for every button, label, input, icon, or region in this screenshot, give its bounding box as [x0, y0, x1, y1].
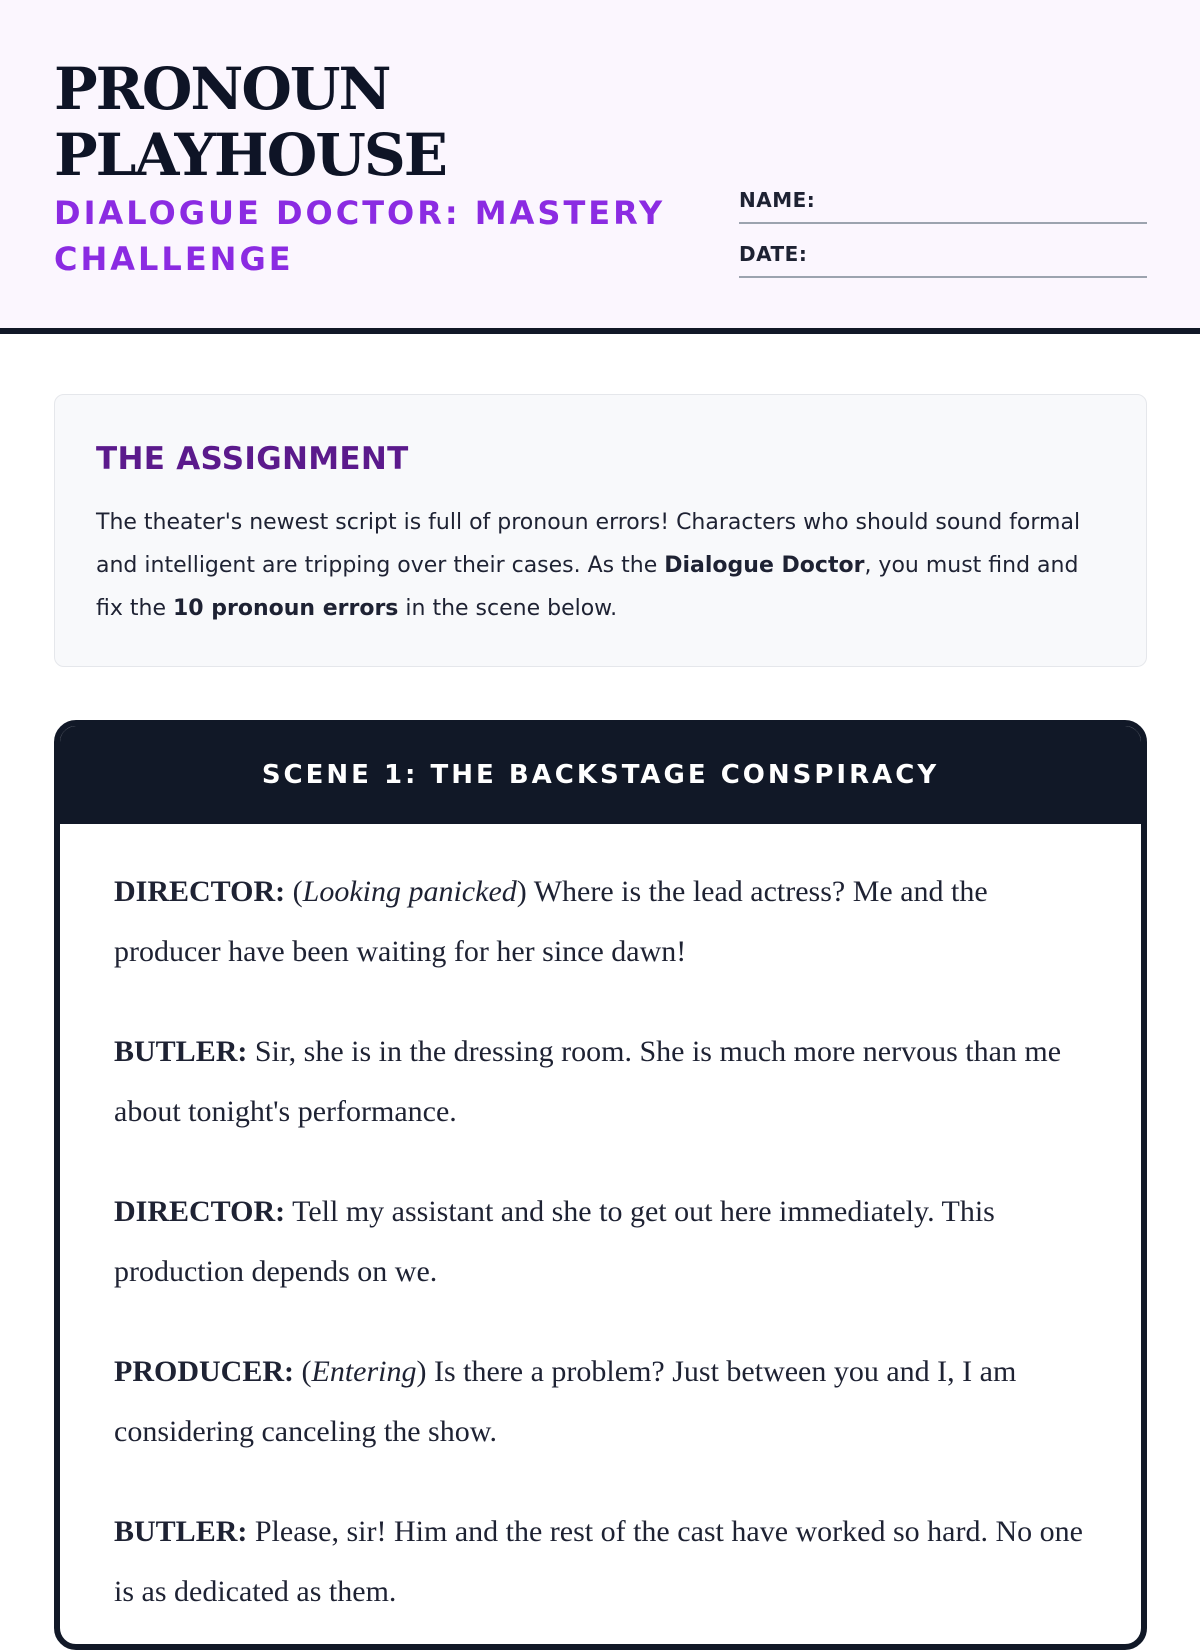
scene-title: SCENE 1: THE BACKSTAGE CONSPIRACY — [261, 760, 940, 790]
speaker-name: DIRECTOR: — [114, 875, 286, 908]
worksheet-title: PRONOUN PLAYHOUSE — [54, 55, 446, 189]
name-field[interactable] — [739, 180, 1147, 224]
dialogue-text: Please, sir! Him and the rest of the cast have worked so hard. No one is as dedicated as them. — [114, 1515, 1083, 1608]
assignment-bold-role: Dialogue Doctor — [664, 553, 865, 578]
dialogue-text: Sir, she is in the dressing room. She is much more nervous than me about tonight's performance. — [114, 1035, 1062, 1128]
speaker-name: BUTLER: — [114, 1515, 248, 1548]
dialogue-text: Tell my assistant and she to get out here immediately. This production depends on we. — [114, 1195, 995, 1288]
student-fields — [739, 180, 1147, 288]
assignment-bold-count: 10 pronoun errors — [172, 596, 399, 621]
direction-close: ) — [416, 1355, 434, 1388]
speaker-name: BUTLER: — [114, 1035, 248, 1068]
script-line — [114, 1342, 1091, 1462]
dialogue-text: Is there a problem? Just between you and I, I am considering canceling the show. — [114, 1355, 1017, 1448]
speaker-name: PRODUCER: — [114, 1355, 294, 1388]
script-line — [114, 1502, 1091, 1622]
direction-open: ( — [285, 875, 303, 908]
assignment-text-part: , you must find and fix the — [96, 553, 1079, 621]
assignment-heading: THE ASSIGNMENT — [96, 441, 409, 477]
worksheet-header — [0, 0, 1200, 334]
scene-card — [54, 720, 1147, 1650]
dialogue-text: Where is the lead actress? Me and the producer have been waiting for her since dawn! — [114, 875, 988, 968]
title-block — [54, 56, 694, 282]
speaker-name: DIRECTOR: — [114, 1195, 286, 1228]
script-line — [114, 862, 1091, 982]
direction-close: ) — [516, 875, 534, 908]
direction-open: ( — [294, 1355, 312, 1388]
script-line — [114, 1022, 1091, 1142]
stage-direction: Entering — [311, 1355, 417, 1388]
script-body — [60, 824, 1141, 1622]
worksheet-subtitle: DIALOGUE DOCTOR: MASTERY CHALLENGE — [54, 194, 666, 278]
name-label: NAME: — [739, 188, 816, 212]
assignment-text — [96, 501, 1106, 630]
assignment-text-part: The theater's newest script is full of pronoun errors! Characters who should sound formal and intelligent are tripping over their cases. As the — [96, 510, 1081, 578]
scene-header — [60, 726, 1141, 824]
assignment-text-part: in the scene below. — [398, 596, 618, 621]
script-line — [114, 1182, 1091, 1302]
assignment-box — [54, 394, 1147, 667]
date-field[interactable] — [739, 234, 1147, 278]
stage-direction: Looking panicked — [302, 875, 517, 908]
date-label: DATE: — [739, 242, 808, 266]
